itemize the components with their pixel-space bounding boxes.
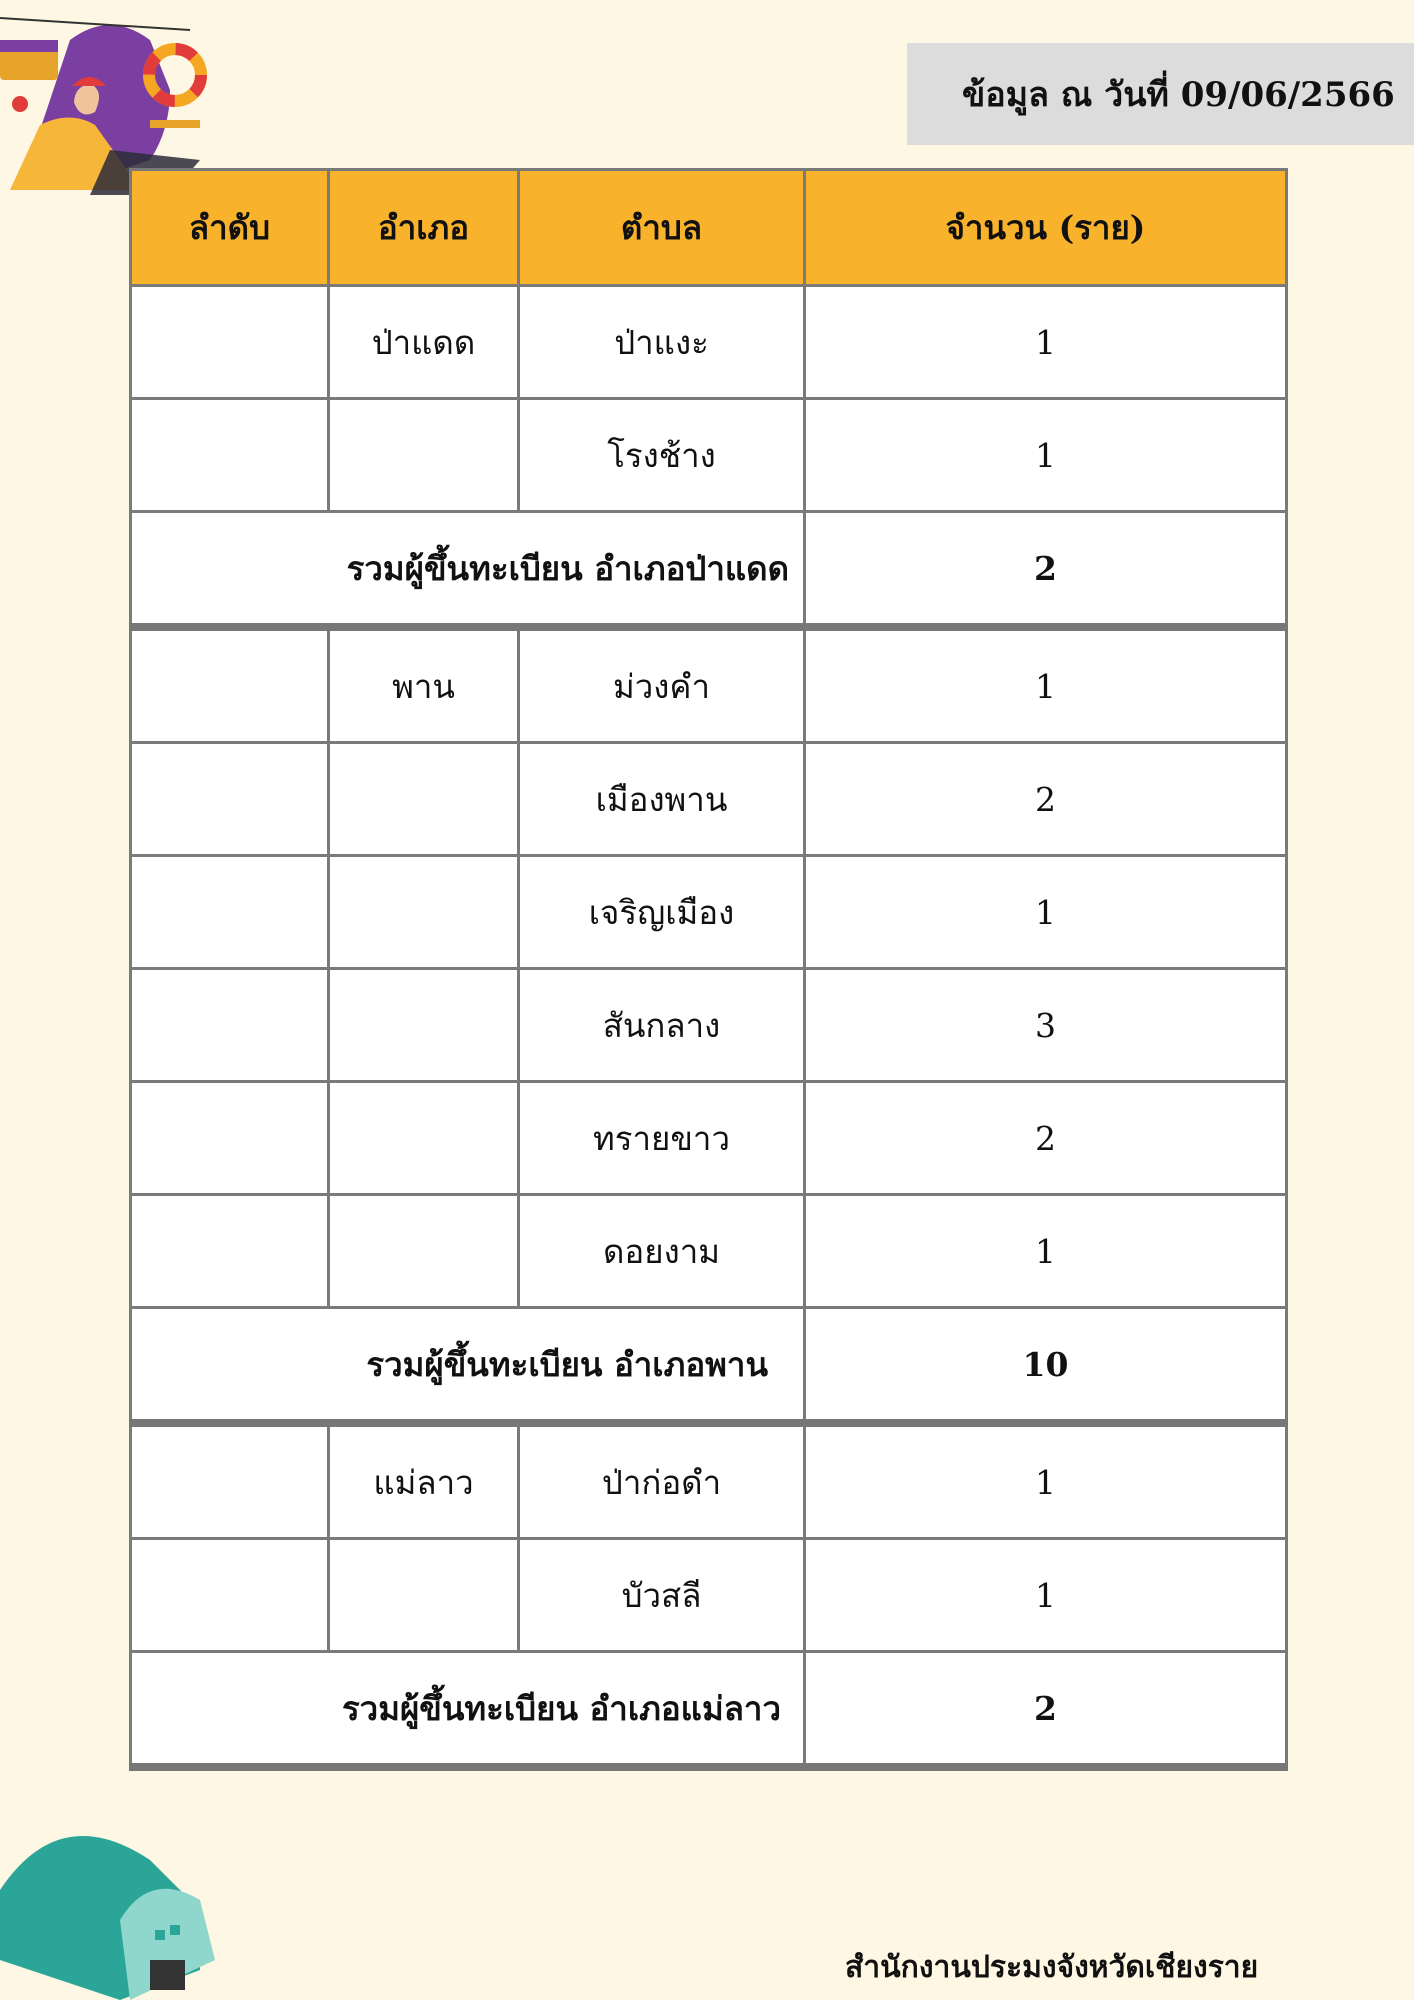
district-total-row bbox=[131, 512, 1287, 628]
district-cell bbox=[329, 856, 519, 969]
district-cell: ป่าแดด bbox=[329, 286, 519, 399]
count-cell: 2 bbox=[805, 743, 1287, 856]
footer-org: สำนักงานประมงจังหวัดเชียงราย bbox=[845, 1950, 1259, 1985]
registration-table bbox=[129, 168, 1288, 1771]
table-row bbox=[131, 856, 1287, 969]
subdistrict-cell: ทรายขาว bbox=[519, 1082, 805, 1195]
subdistrict-cell: เจริญเมือง bbox=[519, 856, 805, 969]
district-total-value: 2 bbox=[805, 512, 1287, 628]
date-label: ข้อมูล ณ วันที่ 09/06/2566 bbox=[907, 43, 1414, 145]
order-cell bbox=[131, 286, 329, 399]
district-cell bbox=[329, 969, 519, 1082]
col-header-order: ลำดับ bbox=[131, 170, 329, 286]
subdistrict-cell: ดอยงาม bbox=[519, 1195, 805, 1308]
table-row bbox=[131, 1539, 1287, 1652]
table-row bbox=[131, 627, 1287, 743]
count-cell: 2 bbox=[805, 1082, 1287, 1195]
district-cell bbox=[329, 1195, 519, 1308]
count-cell: 1 bbox=[805, 1423, 1287, 1539]
table-row bbox=[131, 1423, 1287, 1539]
count-cell: 1 bbox=[805, 1539, 1287, 1652]
table-row bbox=[131, 1082, 1287, 1195]
count-cell: 1 bbox=[805, 627, 1287, 743]
subdistrict-cell: ป่าแงะ bbox=[519, 286, 805, 399]
order-cell bbox=[131, 399, 329, 512]
order-cell bbox=[131, 969, 329, 1082]
district-cell: แม่ลาว bbox=[329, 1423, 519, 1539]
order-cell bbox=[131, 1195, 329, 1308]
col-header-district: อำเภอ bbox=[329, 170, 519, 286]
order-cell bbox=[131, 856, 329, 969]
subdistrict-cell: ป่าก่อดำ bbox=[519, 1423, 805, 1539]
table-row bbox=[131, 1195, 1287, 1308]
district-total-value: 10 bbox=[805, 1308, 1287, 1424]
order-cell bbox=[131, 1539, 329, 1652]
district-total-value: 2 bbox=[805, 1652, 1287, 1768]
district-cell bbox=[329, 399, 519, 512]
order-cell bbox=[131, 743, 329, 856]
count-cell: 1 bbox=[805, 856, 1287, 969]
district-total-label: รวมผู้ขึ้นทะเบียน อำเภอป่าแดด bbox=[131, 512, 805, 628]
district-cell bbox=[329, 743, 519, 856]
order-cell bbox=[131, 1082, 329, 1195]
order-cell bbox=[131, 1423, 329, 1539]
table-row bbox=[131, 743, 1287, 856]
subdistrict-cell: โรงช้าง bbox=[519, 399, 805, 512]
table-row bbox=[131, 286, 1287, 399]
order-cell bbox=[131, 627, 329, 743]
subdistrict-cell: เมืองพาน bbox=[519, 743, 805, 856]
district-total-label: รวมผู้ขึ้นทะเบียน อำเภอพาน bbox=[131, 1308, 805, 1424]
subdistrict-cell: สันกลาง bbox=[519, 969, 805, 1082]
district-cell: พาน bbox=[329, 627, 519, 743]
count-cell: 3 bbox=[805, 969, 1287, 1082]
subdistrict-cell: บัวสลี bbox=[519, 1539, 805, 1652]
table-row bbox=[131, 399, 1287, 512]
count-cell: 1 bbox=[805, 399, 1287, 512]
district-cell bbox=[329, 1082, 519, 1195]
count-cell: 1 bbox=[805, 286, 1287, 399]
col-header-count: จำนวน (ราย) bbox=[805, 170, 1287, 286]
col-header-subdistrict: ตำบล bbox=[519, 170, 805, 286]
district-cell bbox=[329, 1539, 519, 1652]
count-cell: 1 bbox=[805, 1195, 1287, 1308]
district-total-label: รวมผู้ขึ้นทะเบียน อำเภอแม่ลาว bbox=[131, 1652, 805, 1768]
table-row bbox=[131, 969, 1287, 1082]
district-total-row bbox=[131, 1652, 1287, 1768]
warehouse-illustration bbox=[0, 1800, 220, 2000]
district-total-row bbox=[131, 1308, 1287, 1424]
subdistrict-cell: ม่วงคำ bbox=[519, 627, 805, 743]
table-header-row bbox=[131, 170, 1287, 286]
